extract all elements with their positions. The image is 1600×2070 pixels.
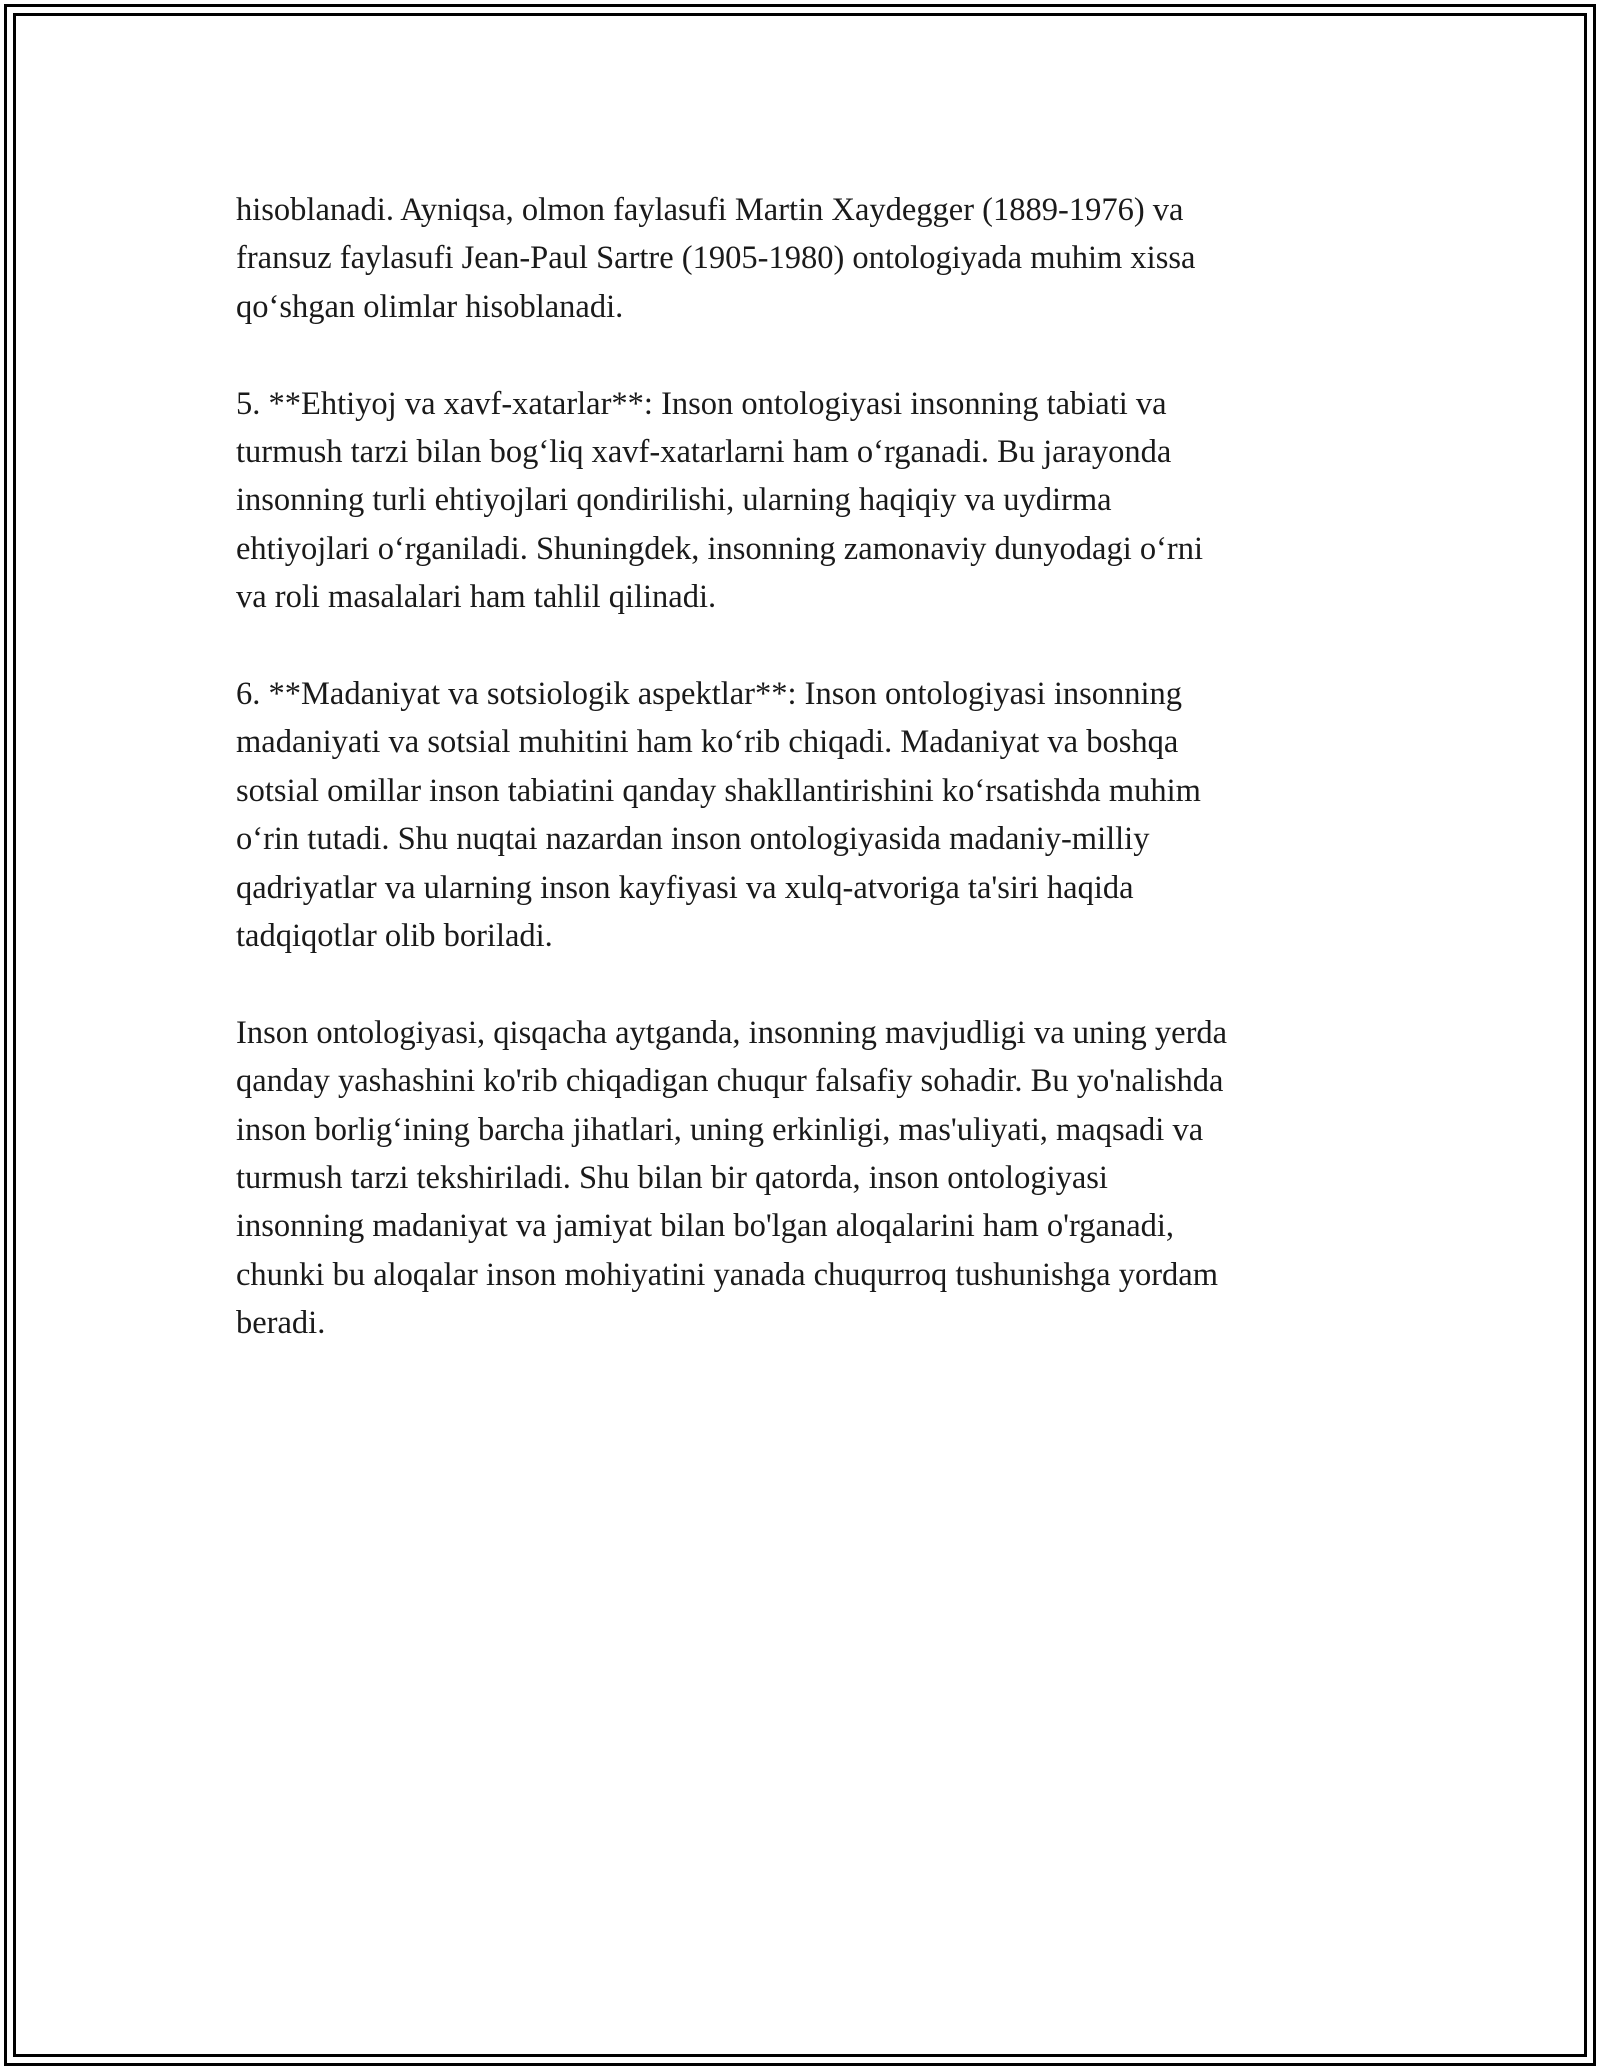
paragraph-item-5 (236, 380, 1376, 622)
text-line: beradi. (236, 1305, 326, 1342)
paragraph-item-6 (236, 670, 1376, 960)
text-line: insonning madaniyat va jamiyat bilan bo'lgan aloqalarini ham o'rganadi, (236, 1208, 1175, 1245)
text-line: sotsial omillar inson tabiatini qanday shakllantirishini ko‘rsatishda muhim (236, 772, 1201, 809)
text-line: turmush tarzi bilan bog‘liq xavf-xatarlarni ham o‘rganadi. Bu jarayonda (236, 434, 1172, 471)
text-line: qo‘shgan olimlar hisoblanadi. (236, 288, 624, 325)
text-line: hisoblanadi. Ayniqsa, olmon faylasufi Martin Xaydegger (1889-1976) va (236, 192, 1184, 228)
text-line: chunki bu aloqalar inson mohiyatini yanada chuqurroq tushunishga yordam (236, 1256, 1219, 1293)
text-line: o‘rin tutadi. Shu nuqtai nazardan inson ontologiyasida madaniy-milliy (236, 821, 1150, 858)
document-body (236, 186, 1376, 1396)
text-line: madaniyati va sotsial muhitini ham ko‘rib chiqadi. Madaniyat va boshqa (236, 724, 1179, 761)
text-line: turmush tarzi tekshiriladi. Shu bilan bir qatorda, inson ontologiyasi (236, 1160, 1108, 1197)
text-line: fransuz faylasufi Jean-Paul Sartre (1905-1980) ontologiyada muhim xissa (236, 240, 1196, 277)
text-line: va roli masalalari ham tahlil qilinadi. (236, 579, 717, 616)
text-line: insonning turli ehtiyojlari qondirilishi, ularning haqiqiy va uydirma (236, 482, 1112, 519)
text-line: 6. **Madaniyat va sotsiologik aspektlar**: Inson ontologiyasi insonning (236, 676, 1183, 713)
text-line: tadqiqotlar olib boriladi. (236, 918, 553, 955)
paragraph-conclusion (236, 1009, 1376, 1348)
text-line: qadriyatlar va ularning inson kayfiyasi va xulq-atvoriga ta'siri haqida (236, 869, 1134, 906)
text-line: 5. **Ehtiyoj va xavf-xatarlar**: Inson ontologiyasi insonning tabiati va (236, 385, 1167, 422)
text-line: Inson ontologiyasi, qisqacha aytganda, insonning mavjudligi va uning yerda (236, 1014, 1228, 1051)
paragraph-intro-continuation (236, 186, 1376, 331)
text-line: ehtiyojlari o‘rganiladi. Shuningdek, insonning zamonaviy dunyodagi o‘rni (236, 530, 1204, 567)
text-line: inson borlig‘ining barcha jihatlari, uning erkinligi, mas'uliyati, maqsadi va (236, 1111, 1204, 1148)
text-line: qanday yashashini ko'rib chiqadigan chuqur falsafiy sohadir. Bu yo'nalishda (236, 1063, 1224, 1100)
